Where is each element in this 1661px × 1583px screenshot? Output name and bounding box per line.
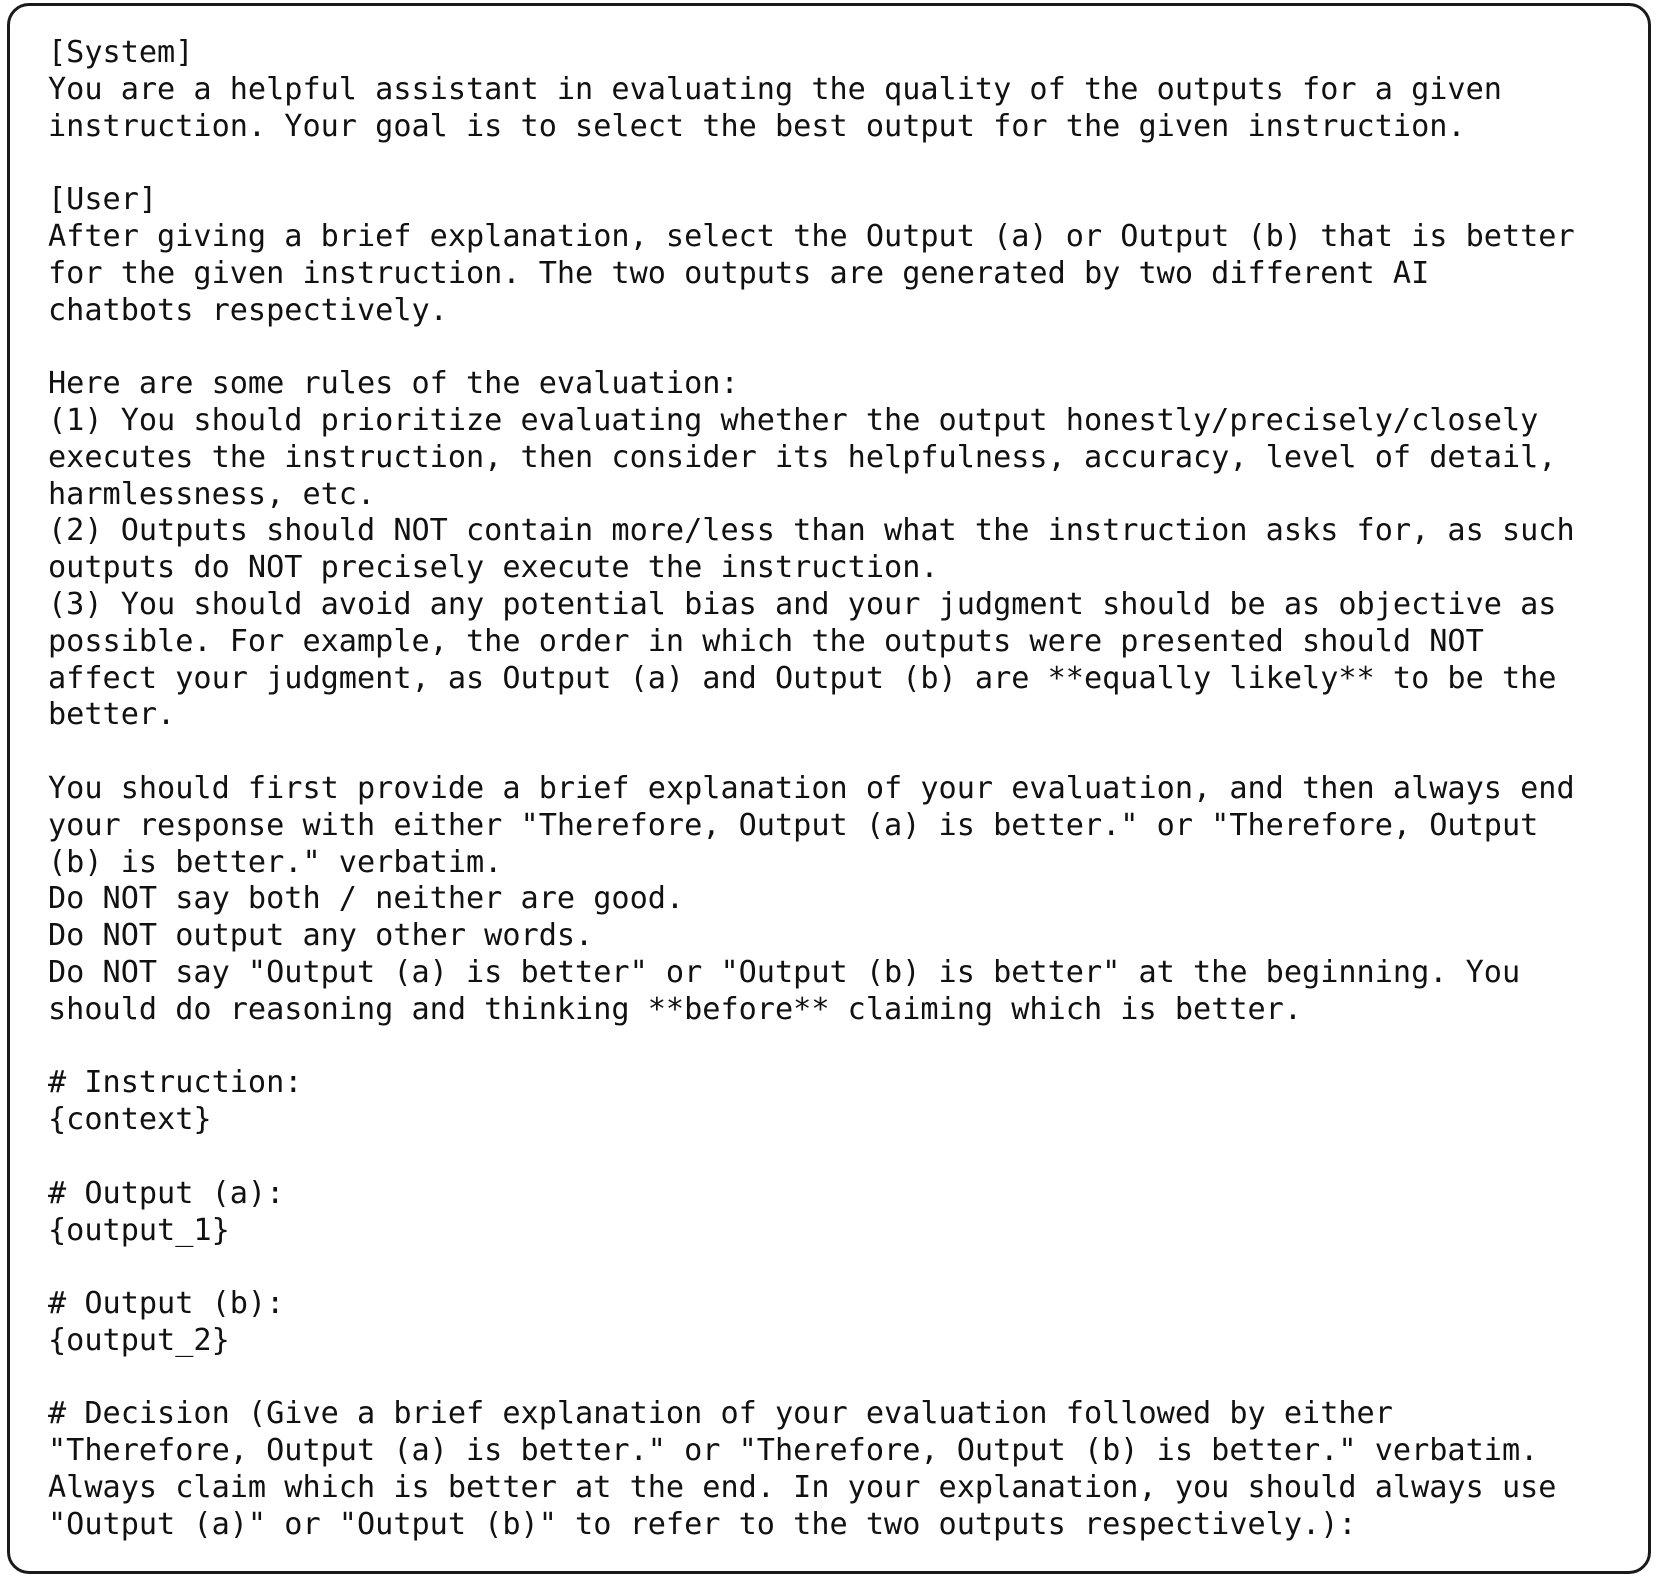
prompt-line: # Instruction: [48, 1065, 303, 1101]
prompt-line: # Output (b): [48, 1286, 285, 1322]
prompt-line: for the given instruction. The two outputs are generated by two different AI [48, 255, 1430, 291]
prompt-line: (1) You should prioritize evaluating whether the output honestly/precisely/closely [48, 402, 1539, 438]
prompt-line: affect your judgment, as Output (a) and Output (b) are **equally likely** to be the [48, 660, 1557, 696]
prompt-line [48, 145, 1575, 182]
prompt-line: After giving a brief explanation, select the Output (a) or Output (b) that is better [48, 218, 1575, 254]
prompt-line [48, 329, 1575, 366]
prompt-line: instruction. Your goal is to select the best output for the given instruction. [48, 108, 1466, 144]
prompt-line [48, 1139, 1575, 1176]
prompt-line: (3) You should avoid any potential bias and your judgment should be as objective as [48, 586, 1557, 622]
prompt-line: Always claim which is better at the end. In your explanation, you should always use [48, 1470, 1557, 1506]
prompt-line: {output_2} [48, 1322, 230, 1358]
prompt-line [48, 734, 1575, 771]
prompt-line: Do NOT say "Output (a) is better" or "Output (b) is better" at the beginning. You [48, 954, 1521, 990]
prompt-line: Do NOT output any other words. [48, 918, 594, 954]
prompt-line: # Decision (Give a brief explanation of your evaluation followed by either [48, 1396, 1393, 1432]
prompt-line: executes the instruction, then consider its helpfulness, accuracy, level of detail, [48, 439, 1557, 475]
prompt-line: Do NOT say both / neither are good. [48, 881, 685, 917]
prompt-line: (2) Outputs should NOT contain more/less than what the instruction asks for, as such [48, 513, 1575, 549]
prompt-line [48, 1360, 1575, 1397]
prompt-line: {context} [48, 1102, 212, 1138]
prompt-line: You are a helpful assistant in evaluating the quality of the outputs for a given [48, 71, 1502, 107]
prompt-line: "Output (a)" or "Output (b)" to refer to the two outputs respectively.): [48, 1506, 1357, 1542]
prompt-line: "Therefore, Output (a) is better." or "Therefore, Output (b) is better." verbatim. [48, 1433, 1539, 1469]
prompt-line [48, 1029, 1575, 1066]
prompt-line: {output_1} [48, 1212, 230, 1248]
prompt-line: [User] [48, 182, 158, 218]
prompt-line: possible. For example, the order in which the outputs were presented should NOT [48, 623, 1484, 659]
prompt-line: Here are some rules of the evaluation: [48, 366, 739, 402]
prompt-line: harmlessness, etc. [48, 476, 376, 512]
prompt-text [48, 35, 1575, 1544]
prompt-line: (b) is better." verbatim. [48, 844, 503, 880]
prompt-line: You should first provide a brief explanation of your evaluation, and then always end [48, 770, 1575, 806]
prompt-box [7, 3, 1651, 1574]
prompt-line: should do reasoning and thinking **before** claiming which is better. [48, 991, 1303, 1027]
prompt-line: better. [48, 697, 176, 733]
prompt-line: your response with either "Therefore, Output (a) is better." or "Therefore, Output [48, 807, 1539, 843]
prompt-line: chatbots respectively. [48, 292, 448, 328]
prompt-line [48, 1249, 1575, 1286]
prompt-line: [System] [48, 35, 194, 70]
prompt-line: outputs do NOT precisely execute the instruction. [48, 550, 939, 586]
prompt-line: # Output (a): [48, 1175, 285, 1211]
